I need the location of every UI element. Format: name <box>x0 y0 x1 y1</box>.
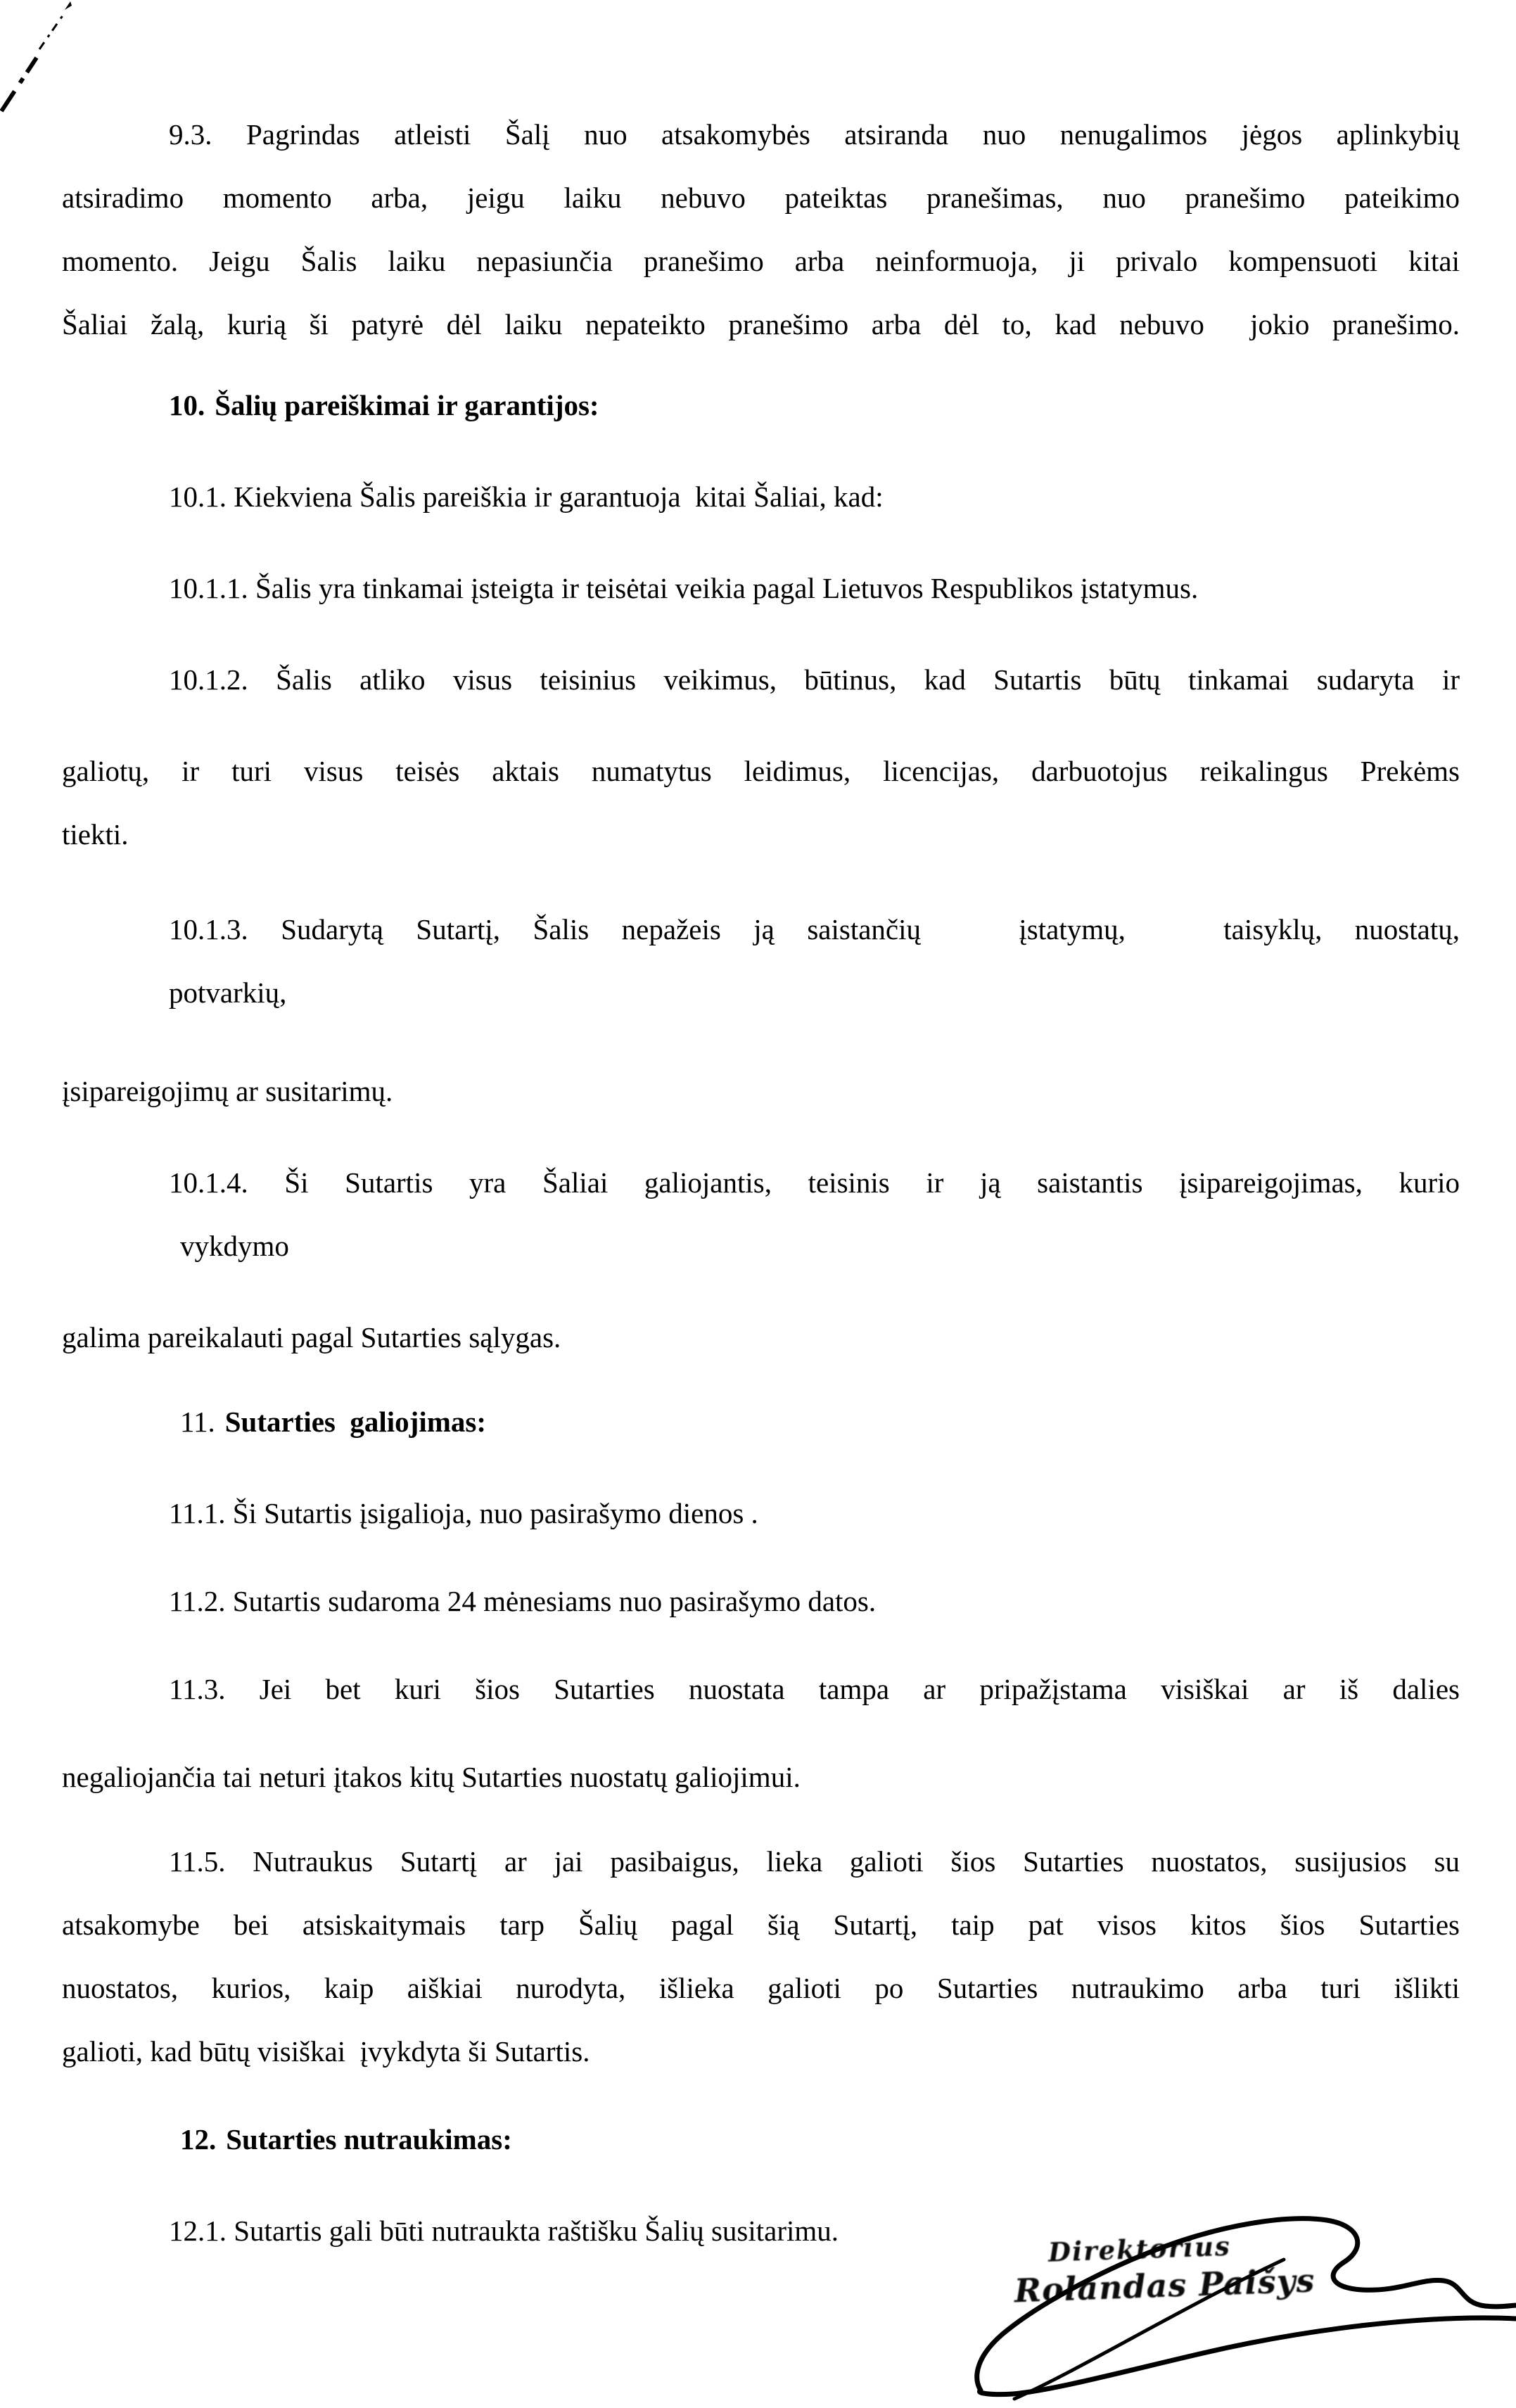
clause-12-1: 12.1. Sutartis gali būti nutraukta raštišku Šalių susitarimu. <box>169 2215 839 2247</box>
clause-9-3-line: Šaliai žalą, kurią ši patyrė dėl laiku nepateikto pranešimo arba dėl to, kad nebuvo jokio pranešimo. <box>62 308 1460 340</box>
clause-11-3-line: 11.3. Jei bet kuri šios Sutarties nuostata tampa ar pripažįstama visiškai ar iš dalies <box>169 1673 1460 1705</box>
clause-10-1-4 <box>62 1151 1460 1369</box>
clause-10-1-2 <box>62 648 1460 866</box>
section-12-title: Sutarties nutraukimas: <box>226 2123 512 2155</box>
section-10-heading <box>62 374 1460 437</box>
section-11-number: 11. <box>180 1406 215 1438</box>
clause-11-5 <box>62 1830 1460 2083</box>
section-10-title: Šalių pareiškimai ir garantijos: <box>215 389 599 421</box>
clause-11-5-line: 11.5. Nutraukus Sutartį ar jai pasibaigus, lieka galioti šios Sutarties nuostatos, susijusios su <box>169 1845 1460 1878</box>
clause-10-1-2-line: 10.1.2. Šalis atliko visus teisinius veikimus, būtinus, kad Sutartis būtų tinkamai sudaryta ir <box>169 663 1460 696</box>
section-10-number: 10. <box>169 389 205 421</box>
clause-10-1: 10.1. Kiekviena Šalis pareiškia ir garantuoja kitai Šaliai, kad: <box>169 480 884 513</box>
clause-10-1-2-line: galiotų, ir turi visus teisės aktais numatytus leidimus, licencijas, darbuotojus reikalingus Prekėms <box>62 755 1460 787</box>
clause-10-1-4-line: vykdymo <box>180 1230 289 1262</box>
clause-11-3 <box>62 1657 1460 1809</box>
clause-10-1-3 <box>62 898 1460 1123</box>
section-12-number: 12. <box>180 2123 217 2155</box>
section-11-heading <box>62 1390 1460 1453</box>
clause-10-1-3-line: 10.1.3. Sudarytą Sutartį, Šalis nepažeis ją saistančių įstatymų, taisyklų, nuostatų, <box>169 913 1460 945</box>
stamp-title: Direktorius <box>1047 2230 1232 2268</box>
clause-11-3-line: negaliojančia tai neturi įtakos kitų Sutarties nuostatų galiojimui. <box>62 1761 801 1793</box>
signature-block <box>971 2209 1516 2408</box>
clause-10-1-4-line: 10.1.4. Ši Sutartis yra Šaliai galiojantis, teisinis ir ją saistantis įsipareigojimas, kurio <box>169 1166 1460 1199</box>
clause-11-5-line: galioti, kad būtų visiškai įvykdyta ši Sutartis. <box>62 2035 590 2068</box>
clause-9-3-line: atsiradimo momento arba, jeigu laiku nebuvo pateiktas pranešimas, nuo pranešimo pateikimo <box>62 181 1460 214</box>
clause-9-3-line: 9.3. Pagrindas atleisti Šalį nuo atsakomybės atsiranda nuo nenugalimos jėgos aplinkybių <box>169 118 1460 151</box>
stamp-name: Rolandas Paišys <box>1013 2261 1316 2310</box>
clause-10-1-4-line: galima pareikalauti pagal Sutarties sąlygas. <box>62 1321 561 1353</box>
clause-9-3 <box>62 103 1460 356</box>
section-11-title: Sutarties galiojimas: <box>224 1406 486 1438</box>
clause-11-2: 11.2. Sutartis sudaroma 24 mėnesiams nuo pasirašymo datos. <box>169 1585 877 1617</box>
section-12-heading <box>62 2108 1460 2171</box>
clause-11-1: 11.1. Ši Sutartis įsigalioja, nuo pasirašymo dienos . <box>169 1497 758 1529</box>
clause-10-1-3-line: įsipareigojimų ar susitarimų. <box>62 1075 393 1107</box>
clause-10-1-1: 10.1.1. Šalis yra tinkamai įsteigta ir teisėtai veikia pagal Lietuvos Respublikos įstatymus. <box>169 572 1199 604</box>
clause-9-3-line: momento. Jeigu Šalis laiku nepasiunčia pranešimo arba neinformuoja, ji privalo kompensuoti kitai <box>62 245 1460 277</box>
clause-10-1-2-line: tiekti. <box>62 818 129 851</box>
clause-11-5-line: nuostatos, kurios, kaip aiškiai nurodyta, išlieka galioti po Sutarties nutraukimo arba turi išlikti <box>62 1972 1460 2004</box>
document-body <box>62 0 1460 2262</box>
clause-10-1-3-line: potvarkių, <box>169 976 287 1009</box>
handwritten-signature <box>971 2209 1516 2408</box>
clause-11-5-line: atsakomybe bei atsiskaitymais tarp Šalių pagal šią Sutartį, taip pat visos kitos šios Sutarties <box>62 1909 1460 1941</box>
